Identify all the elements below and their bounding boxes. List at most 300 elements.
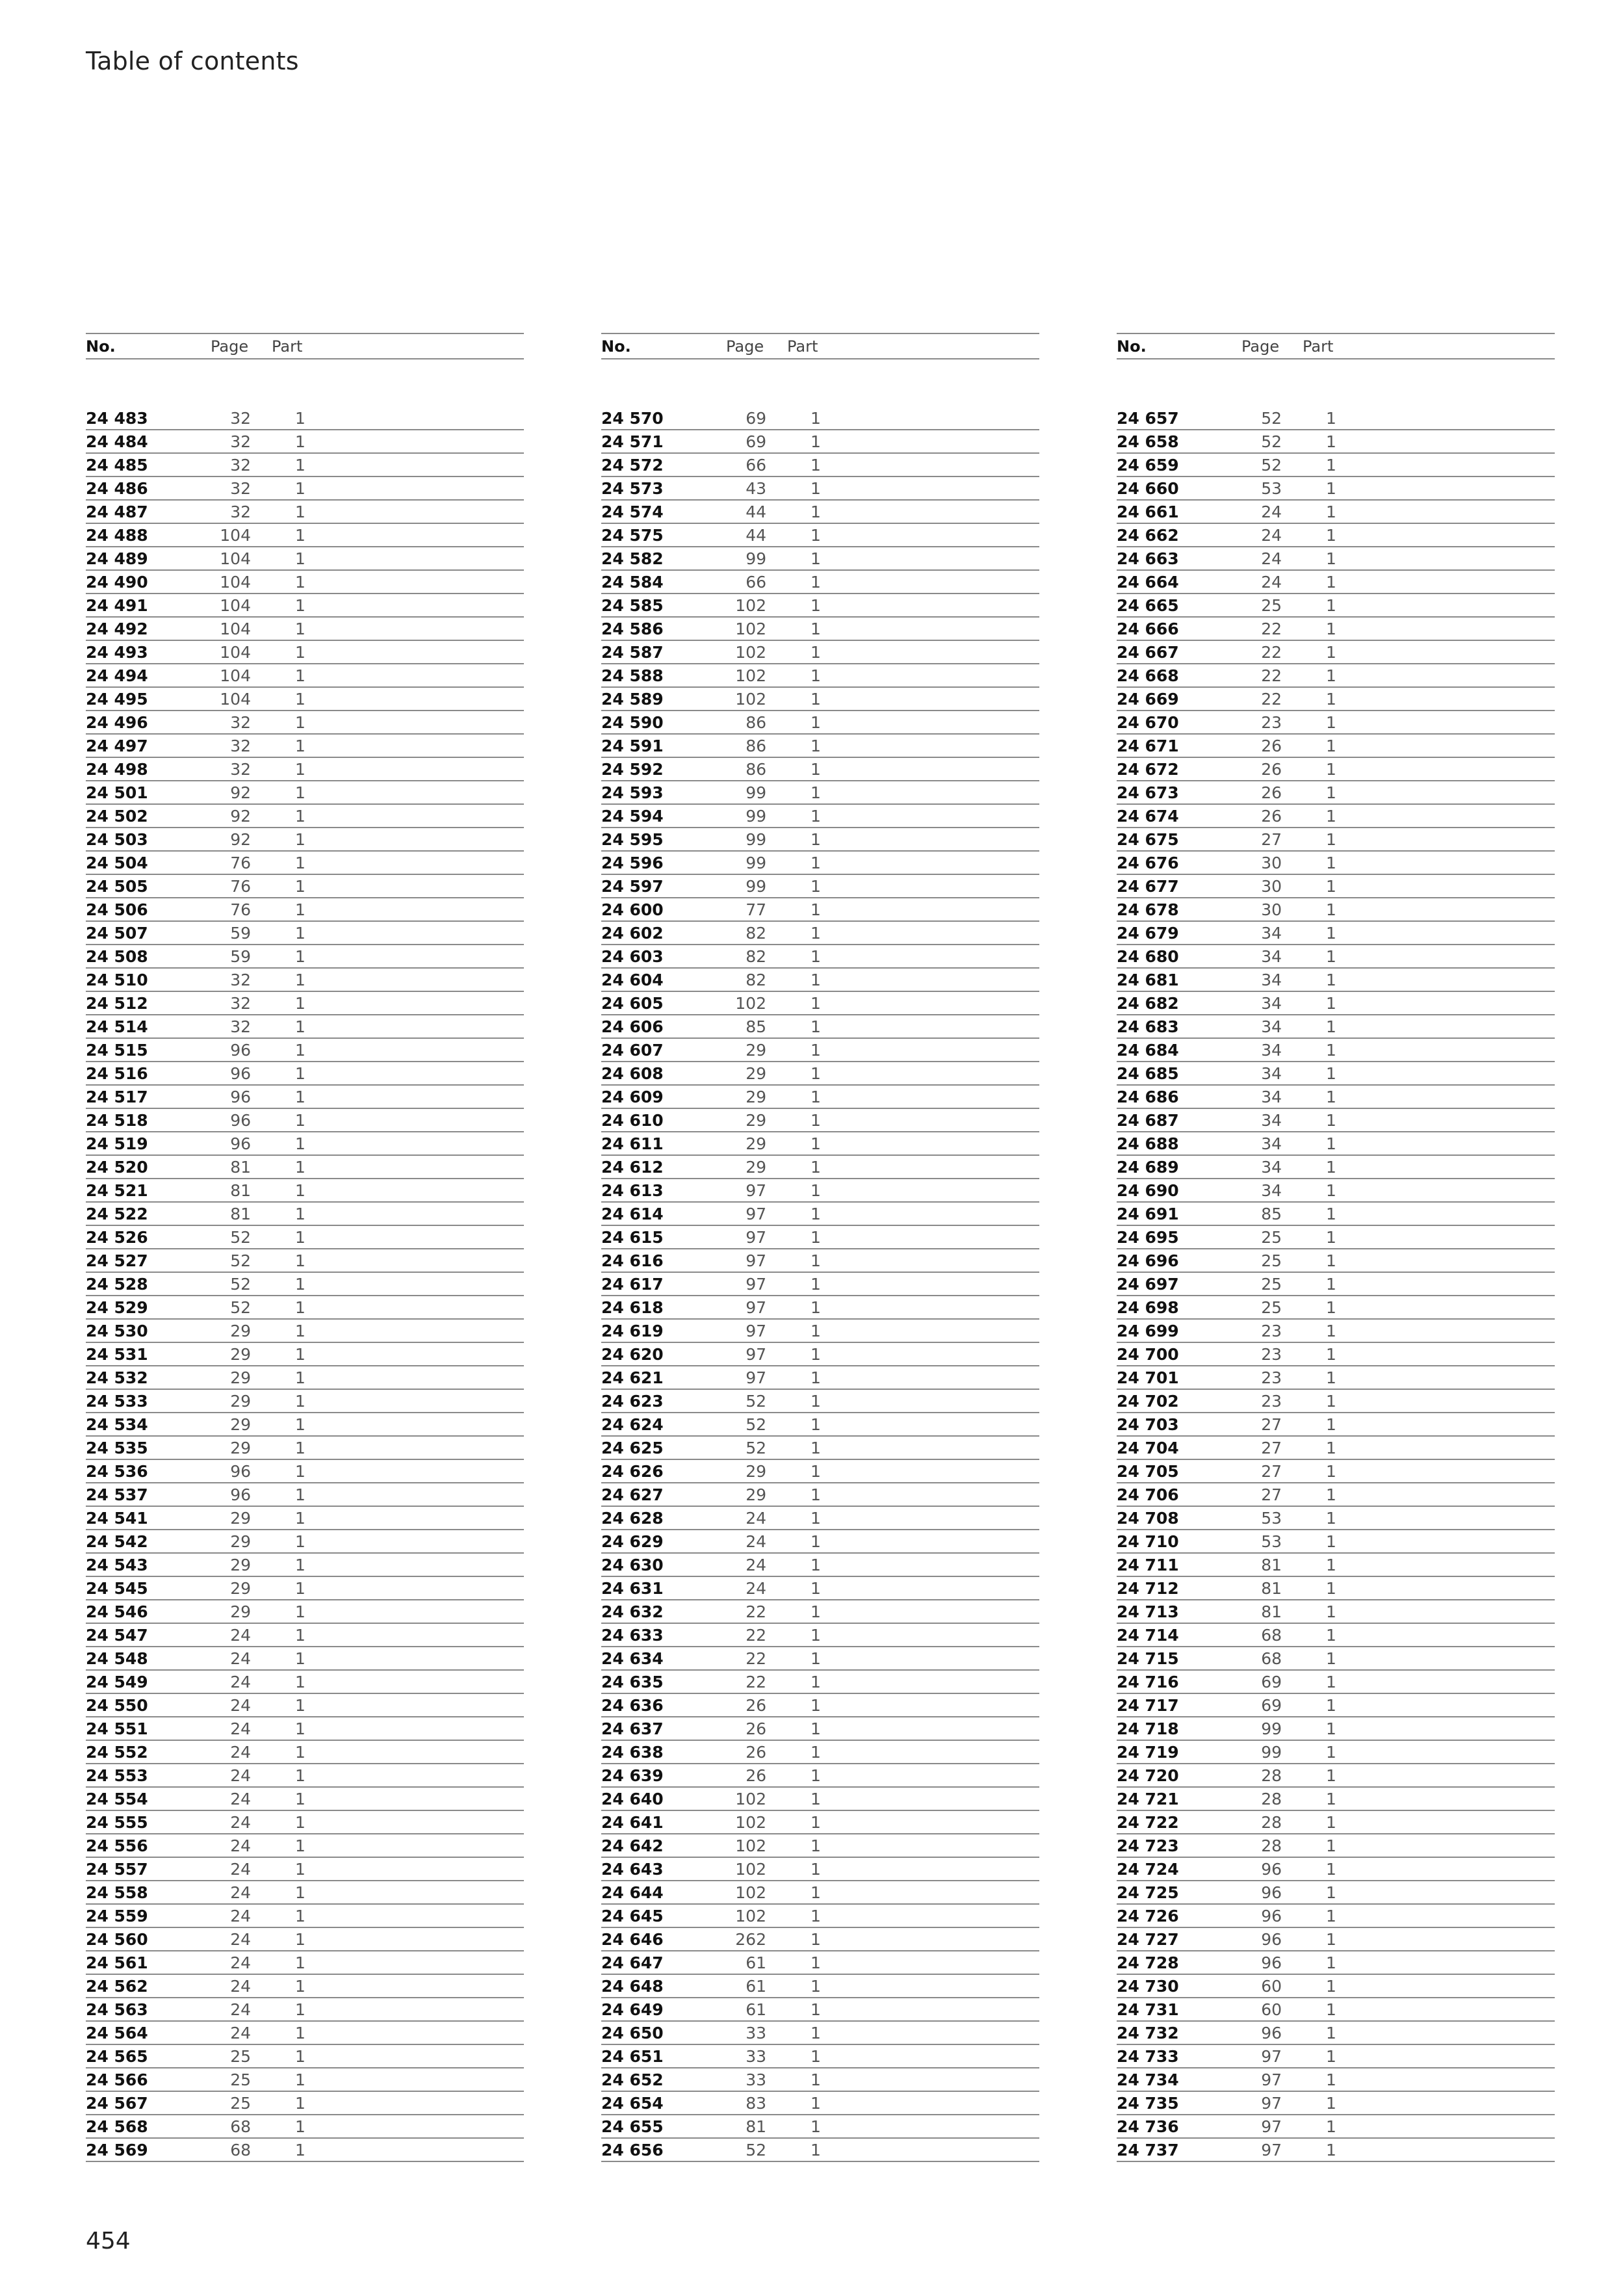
toc-part: 1 bbox=[295, 1977, 305, 1996]
toc-number: 24 510 bbox=[86, 971, 148, 989]
toc-page: 104 bbox=[220, 666, 251, 685]
toc-part: 1 bbox=[811, 1579, 821, 1598]
toc-number: 24 735 bbox=[1117, 2094, 1179, 2113]
toc-row bbox=[86, 1015, 524, 1039]
toc-number: 24 715 bbox=[1117, 1649, 1179, 1668]
toc-row bbox=[601, 501, 1039, 524]
toc-page: 59 bbox=[230, 947, 251, 966]
toc-number: 24 492 bbox=[86, 620, 148, 638]
toc-page: 68 bbox=[230, 2117, 251, 2136]
toc-part: 1 bbox=[811, 971, 821, 989]
toc-part: 1 bbox=[811, 947, 821, 966]
toc-page: 22 bbox=[1261, 643, 1282, 662]
toc-number: 24 660 bbox=[1117, 479, 1179, 498]
toc-page: 97 bbox=[1261, 2094, 1282, 2113]
toc-number: 24 501 bbox=[86, 783, 148, 802]
toc-number: 24 704 bbox=[1117, 1439, 1179, 1457]
toc-number: 24 608 bbox=[601, 1064, 664, 1083]
toc-number: 24 591 bbox=[601, 737, 664, 755]
toc-page: 86 bbox=[746, 737, 766, 755]
toc-number: 24 697 bbox=[1117, 1275, 1179, 1294]
toc-row bbox=[86, 1764, 524, 1788]
toc-row bbox=[1117, 1905, 1555, 1928]
toc-row bbox=[601, 594, 1039, 618]
toc-page: 97 bbox=[746, 1205, 766, 1223]
toc-part: 1 bbox=[811, 1158, 821, 1177]
toc-page: 104 bbox=[220, 526, 251, 545]
toc-page: 76 bbox=[230, 877, 251, 896]
toc-part: 1 bbox=[1326, 1228, 1336, 1247]
toc-part: 1 bbox=[295, 877, 305, 896]
toc-number: 24 553 bbox=[86, 1766, 148, 1785]
toc-part: 1 bbox=[295, 1111, 305, 1130]
toc-page: 24 bbox=[230, 1836, 251, 1855]
toc-number: 24 611 bbox=[601, 1134, 664, 1153]
toc-number: 24 617 bbox=[601, 1275, 664, 1294]
toc-page: 92 bbox=[230, 783, 251, 802]
toc-page: 25 bbox=[230, 2094, 251, 2113]
toc-number: 24 731 bbox=[1117, 2000, 1179, 2019]
toc-row bbox=[86, 1507, 524, 1530]
toc-page: 29 bbox=[230, 1368, 251, 1387]
toc-page: 96 bbox=[1261, 1953, 1282, 1972]
toc-row bbox=[1117, 1647, 1555, 1671]
toc-number: 24 572 bbox=[601, 456, 664, 475]
toc-page: 77 bbox=[746, 900, 766, 919]
toc-row bbox=[1117, 1109, 1555, 1132]
toc-part: 1 bbox=[295, 620, 305, 638]
toc-number: 24 711 bbox=[1117, 1556, 1179, 1574]
toc-number: 24 657 bbox=[1117, 409, 1179, 428]
toc-page: 29 bbox=[230, 1439, 251, 1457]
toc-part: 1 bbox=[295, 1228, 305, 1247]
toc-page: 53 bbox=[1261, 479, 1282, 498]
toc-number: 24 582 bbox=[601, 549, 664, 568]
toc-page: 24 bbox=[230, 1953, 251, 1972]
toc-page: 102 bbox=[735, 1790, 766, 1808]
toc-number: 24 542 bbox=[86, 1532, 148, 1551]
toc-part: 1 bbox=[1326, 1017, 1336, 1036]
toc-part: 1 bbox=[1326, 854, 1336, 872]
toc-row bbox=[601, 781, 1039, 805]
toc-number: 24 682 bbox=[1117, 994, 1179, 1013]
toc-part: 1 bbox=[1326, 783, 1336, 802]
toc-number: 24 630 bbox=[601, 1556, 664, 1574]
toc-part: 1 bbox=[811, 1462, 821, 1481]
toc-number: 24 584 bbox=[601, 573, 664, 592]
toc-number: 24 671 bbox=[1117, 737, 1179, 755]
toc-part: 1 bbox=[295, 971, 305, 989]
toc-page: 26 bbox=[746, 1696, 766, 1715]
toc-number: 24 565 bbox=[86, 2047, 148, 2066]
toc-part: 1 bbox=[1326, 1907, 1336, 1925]
toc-part: 1 bbox=[811, 1322, 821, 1340]
toc-part: 1 bbox=[811, 2117, 821, 2136]
toc-part: 1 bbox=[295, 1088, 305, 1106]
toc-part: 1 bbox=[811, 783, 821, 802]
toc-row bbox=[601, 1226, 1039, 1249]
toc-page: 25 bbox=[1261, 1298, 1282, 1317]
toc-number: 24 635 bbox=[601, 1673, 664, 1691]
toc-page: 99 bbox=[746, 807, 766, 826]
toc-part: 1 bbox=[1326, 807, 1336, 826]
toc-number: 24 506 bbox=[86, 900, 148, 919]
toc-page: 97 bbox=[746, 1345, 766, 1364]
toc-row bbox=[86, 547, 524, 571]
toc-number: 24 623 bbox=[601, 1392, 664, 1411]
toc-number: 24 551 bbox=[86, 1719, 148, 1738]
toc-row bbox=[86, 2022, 524, 2045]
toc-page: 97 bbox=[1261, 2141, 1282, 2159]
toc-part: 1 bbox=[811, 760, 821, 779]
toc-page: 68 bbox=[1261, 1626, 1282, 1645]
toc-page: 29 bbox=[746, 1485, 766, 1504]
toc-number: 24 625 bbox=[601, 1439, 664, 1457]
toc-number: 24 687 bbox=[1117, 1111, 1179, 1130]
toc-number: 24 736 bbox=[1117, 2117, 1179, 2136]
toc-row bbox=[86, 1694, 524, 1717]
toc-part: 1 bbox=[1326, 1743, 1336, 1762]
toc-page: 24 bbox=[230, 1626, 251, 1645]
toc-row bbox=[1117, 1764, 1555, 1788]
toc-part: 1 bbox=[1326, 2141, 1336, 2159]
toc-row bbox=[1117, 524, 1555, 547]
toc-page: 26 bbox=[1261, 760, 1282, 779]
toc-part: 1 bbox=[811, 1719, 821, 1738]
toc-number: 24 669 bbox=[1117, 690, 1179, 709]
toc-page: 32 bbox=[230, 502, 251, 521]
toc-page: 24 bbox=[746, 1556, 766, 1574]
toc-row bbox=[86, 1132, 524, 1156]
toc-page: 97 bbox=[746, 1298, 766, 1317]
toc-page: 29 bbox=[746, 1111, 766, 1130]
toc-page: 24 bbox=[230, 1977, 251, 1996]
toc-row bbox=[86, 1998, 524, 2022]
toc-number: 24 569 bbox=[86, 2141, 148, 2159]
toc-column-3 bbox=[1117, 333, 1555, 2162]
toc-part: 1 bbox=[811, 1345, 821, 1364]
toc-row bbox=[1117, 1062, 1555, 1086]
toc-row bbox=[601, 805, 1039, 828]
toc-number: 24 730 bbox=[1117, 1977, 1179, 1996]
toc-page: 26 bbox=[1261, 807, 1282, 826]
toc-page: 97 bbox=[746, 1251, 766, 1270]
toc-page: 82 bbox=[746, 947, 766, 966]
toc-number: 24 594 bbox=[601, 807, 664, 826]
toc-part: 1 bbox=[1326, 1251, 1336, 1270]
toc-part: 1 bbox=[295, 1064, 305, 1083]
toc-page: 97 bbox=[746, 1368, 766, 1387]
toc-part: 1 bbox=[295, 1509, 305, 1528]
toc-part: 1 bbox=[295, 1626, 305, 1645]
toc-number: 24 512 bbox=[86, 994, 148, 1013]
toc-part: 1 bbox=[295, 1836, 305, 1855]
toc-part: 1 bbox=[295, 737, 305, 755]
toc-part: 1 bbox=[1326, 1041, 1336, 1060]
toc-page: 29 bbox=[230, 1509, 251, 1528]
toc-row bbox=[1117, 711, 1555, 735]
toc-part: 1 bbox=[811, 1602, 821, 1621]
toc-part: 1 bbox=[295, 1251, 305, 1270]
toc-number: 24 549 bbox=[86, 1673, 148, 1691]
toc-number: 24 719 bbox=[1117, 1743, 1179, 1762]
toc-number: 24 507 bbox=[86, 924, 148, 943]
toc-number: 24 728 bbox=[1117, 1953, 1179, 1972]
toc-row bbox=[86, 1390, 524, 1413]
toc-row bbox=[1117, 1928, 1555, 1951]
toc-number: 24 724 bbox=[1117, 1860, 1179, 1879]
toc-part: 1 bbox=[295, 1439, 305, 1457]
toc-number: 24 659 bbox=[1117, 456, 1179, 475]
toc-page: 30 bbox=[1261, 877, 1282, 896]
toc-page: 34 bbox=[1261, 1064, 1282, 1083]
toc-page: 104 bbox=[220, 573, 251, 592]
toc-page: 27 bbox=[1261, 1462, 1282, 1481]
toc-number: 24 610 bbox=[601, 1111, 664, 1130]
toc-part: 1 bbox=[295, 2024, 305, 2042]
toc-page: 34 bbox=[1261, 1041, 1282, 1060]
toc-page: 32 bbox=[230, 456, 251, 475]
toc-number: 24 605 bbox=[601, 994, 664, 1013]
toc-number: 24 645 bbox=[601, 1907, 664, 1925]
toc-row bbox=[601, 1928, 1039, 1951]
toc-part: 1 bbox=[811, 596, 821, 615]
toc-number: 24 689 bbox=[1117, 1158, 1179, 1177]
toc-row bbox=[601, 1320, 1039, 1343]
toc-row bbox=[1117, 2115, 1555, 2139]
toc-row bbox=[601, 1881, 1039, 1905]
toc-row bbox=[86, 1343, 524, 1366]
toc-number: 24 665 bbox=[1117, 596, 1179, 615]
toc-page: 28 bbox=[1261, 1836, 1282, 1855]
toc-part: 1 bbox=[811, 1017, 821, 1036]
toc-page: 53 bbox=[1261, 1532, 1282, 1551]
toc-page: 29 bbox=[746, 1462, 766, 1481]
toc-row bbox=[601, 711, 1039, 735]
toc-page: 52 bbox=[1261, 432, 1282, 451]
toc-part: 1 bbox=[1326, 1298, 1336, 1317]
toc-row bbox=[601, 1717, 1039, 1741]
toc-number: 24 644 bbox=[601, 1883, 664, 1902]
toc-number: 24 699 bbox=[1117, 1322, 1179, 1340]
toc-row bbox=[601, 1554, 1039, 1577]
toc-page: 68 bbox=[230, 2141, 251, 2159]
toc-part: 1 bbox=[811, 2094, 821, 2113]
toc-page: 29 bbox=[746, 1134, 766, 1153]
toc-row bbox=[1117, 735, 1555, 758]
toc-page: 52 bbox=[746, 1392, 766, 1411]
toc-row bbox=[86, 1858, 524, 1881]
toc-page: 102 bbox=[735, 1860, 766, 1879]
toc-number: 24 658 bbox=[1117, 432, 1179, 451]
toc-part: 1 bbox=[1326, 2117, 1336, 2136]
toc-row bbox=[86, 1577, 524, 1600]
page-title: Table of contents bbox=[86, 47, 299, 75]
toc-number: 24 637 bbox=[601, 1719, 664, 1738]
toc-page: 23 bbox=[1261, 1368, 1282, 1387]
toc-page: 34 bbox=[1261, 947, 1282, 966]
toc-page: 68 bbox=[1261, 1649, 1282, 1668]
toc-row bbox=[86, 1226, 524, 1249]
toc-row bbox=[1117, 2068, 1555, 2092]
toc-row bbox=[1117, 1975, 1555, 1998]
toc-part: 1 bbox=[1326, 1181, 1336, 1200]
toc-page: 26 bbox=[746, 1743, 766, 1762]
toc-row bbox=[601, 1273, 1039, 1296]
toc-page: 81 bbox=[230, 1181, 251, 1200]
toc-number: 24 676 bbox=[1117, 854, 1179, 872]
toc-number: 24 620 bbox=[601, 1345, 664, 1364]
toc-number: 24 639 bbox=[601, 1766, 664, 1785]
toc-part: 1 bbox=[811, 2141, 821, 2159]
toc-part: 1 bbox=[1326, 432, 1336, 451]
column-header bbox=[601, 333, 1039, 359]
toc-page: 85 bbox=[1261, 1205, 1282, 1223]
toc-row bbox=[601, 2068, 1039, 2092]
toc-part: 1 bbox=[295, 1181, 305, 1200]
toc-row bbox=[601, 1507, 1039, 1530]
toc-page: 29 bbox=[746, 1041, 766, 1060]
toc-part: 1 bbox=[811, 900, 821, 919]
toc-part: 1 bbox=[811, 1930, 821, 1949]
toc-row bbox=[601, 1460, 1039, 1483]
toc-page: 25 bbox=[230, 2070, 251, 2089]
toc-row bbox=[86, 1788, 524, 1811]
toc-row bbox=[1117, 992, 1555, 1015]
toc-row bbox=[1117, 1156, 1555, 1179]
toc-page: 32 bbox=[230, 479, 251, 498]
toc-row bbox=[601, 2115, 1039, 2139]
toc-row bbox=[86, 992, 524, 1015]
toc-page: 97 bbox=[746, 1181, 766, 1200]
toc-page: 85 bbox=[746, 1017, 766, 1036]
toc-page: 81 bbox=[1261, 1579, 1282, 1598]
toc-part: 1 bbox=[295, 924, 305, 943]
toc-number: 24 548 bbox=[86, 1649, 148, 1668]
toc-number: 24 514 bbox=[86, 1017, 148, 1036]
toc-page: 34 bbox=[1261, 1088, 1282, 1106]
toc-page: 24 bbox=[1261, 549, 1282, 568]
toc-row bbox=[1117, 641, 1555, 664]
toc-number: 24 489 bbox=[86, 549, 148, 568]
toc-part: 1 bbox=[1326, 1158, 1336, 1177]
toc-row bbox=[86, 1156, 524, 1179]
toc-number: 24 493 bbox=[86, 643, 148, 662]
toc-row bbox=[1117, 1811, 1555, 1834]
toc-row bbox=[601, 1577, 1039, 1600]
toc-part: 1 bbox=[811, 1743, 821, 1762]
toc-row bbox=[601, 688, 1039, 711]
toc-number: 24 487 bbox=[86, 502, 148, 521]
toc-row bbox=[1117, 1717, 1555, 1741]
toc-part: 1 bbox=[295, 2047, 305, 2066]
toc-page: 23 bbox=[1261, 1345, 1282, 1364]
toc-row bbox=[86, 1905, 524, 1928]
toc-number: 24 593 bbox=[601, 783, 664, 802]
toc-part: 1 bbox=[295, 1883, 305, 1902]
toc-page: 34 bbox=[1261, 924, 1282, 943]
toc-part: 1 bbox=[295, 2141, 305, 2159]
toc-number: 24 646 bbox=[601, 1930, 664, 1949]
toc-row bbox=[1117, 1834, 1555, 1858]
toc-row bbox=[601, 969, 1039, 992]
toc-row bbox=[86, 641, 524, 664]
toc-number: 24 668 bbox=[1117, 666, 1179, 685]
toc-part: 1 bbox=[295, 526, 305, 545]
toc-column-1 bbox=[86, 333, 524, 2162]
toc-part: 1 bbox=[1326, 1813, 1336, 1832]
toc-row bbox=[86, 898, 524, 922]
toc-number: 24 545 bbox=[86, 1579, 148, 1598]
toc-number: 24 683 bbox=[1117, 1017, 1179, 1036]
toc-page: 52 bbox=[230, 1275, 251, 1294]
toc-page: 22 bbox=[1261, 620, 1282, 638]
toc-part: 1 bbox=[295, 1275, 305, 1294]
toc-part: 1 bbox=[295, 1673, 305, 1691]
toc-number: 24 734 bbox=[1117, 2070, 1179, 2089]
toc-part: 1 bbox=[1326, 1205, 1336, 1223]
toc-rows bbox=[601, 407, 1039, 2162]
toc-row bbox=[601, 1203, 1039, 1226]
toc-row bbox=[1117, 1788, 1555, 1811]
toc-part: 1 bbox=[1326, 1883, 1336, 1902]
toc-number: 24 485 bbox=[86, 456, 148, 475]
toc-part: 1 bbox=[295, 947, 305, 966]
toc-number: 24 585 bbox=[601, 596, 664, 615]
toc-part: 1 bbox=[1326, 1649, 1336, 1668]
toc-row bbox=[1117, 1273, 1555, 1296]
toc-row bbox=[1117, 2139, 1555, 2162]
toc-part: 1 bbox=[1326, 1532, 1336, 1551]
toc-page: 32 bbox=[230, 760, 251, 779]
toc-part: 1 bbox=[1326, 2024, 1336, 2042]
toc-number: 24 595 bbox=[601, 830, 664, 849]
toc-part: 1 bbox=[811, 1836, 821, 1855]
toc-page: 96 bbox=[230, 1134, 251, 1153]
toc-page: 25 bbox=[1261, 596, 1282, 615]
toc-part: 1 bbox=[811, 1181, 821, 1200]
toc-part: 1 bbox=[295, 854, 305, 872]
toc-part: 1 bbox=[811, 1228, 821, 1247]
toc-row bbox=[1117, 1366, 1555, 1390]
toc-number: 24 675 bbox=[1117, 830, 1179, 849]
toc-page: 32 bbox=[230, 737, 251, 755]
toc-number: 24 737 bbox=[1117, 2141, 1179, 2159]
toc-page: 102 bbox=[735, 666, 766, 685]
toc-page: 24 bbox=[230, 1719, 251, 1738]
toc-page: 29 bbox=[230, 1532, 251, 1551]
toc-row bbox=[1117, 1460, 1555, 1483]
toc-number: 24 703 bbox=[1117, 1415, 1179, 1434]
toc-part: 1 bbox=[811, 666, 821, 685]
toc-number: 24 713 bbox=[1117, 1602, 1179, 1621]
toc-row bbox=[601, 618, 1039, 641]
toc-page: 96 bbox=[1261, 1930, 1282, 1949]
toc-number: 24 613 bbox=[601, 1181, 664, 1200]
toc-page: 24 bbox=[746, 1532, 766, 1551]
toc-part: 1 bbox=[295, 830, 305, 849]
toc-part: 1 bbox=[295, 1485, 305, 1504]
toc-part: 1 bbox=[811, 2047, 821, 2066]
toc-number: 24 603 bbox=[601, 947, 664, 966]
toc-row bbox=[86, 758, 524, 781]
toc-part: 1 bbox=[1326, 830, 1336, 849]
toc-row bbox=[601, 1788, 1039, 1811]
toc-page: 24 bbox=[230, 1790, 251, 1808]
toc-part: 1 bbox=[295, 994, 305, 1013]
toc-page: 25 bbox=[1261, 1275, 1282, 1294]
toc-row bbox=[86, 1203, 524, 1226]
